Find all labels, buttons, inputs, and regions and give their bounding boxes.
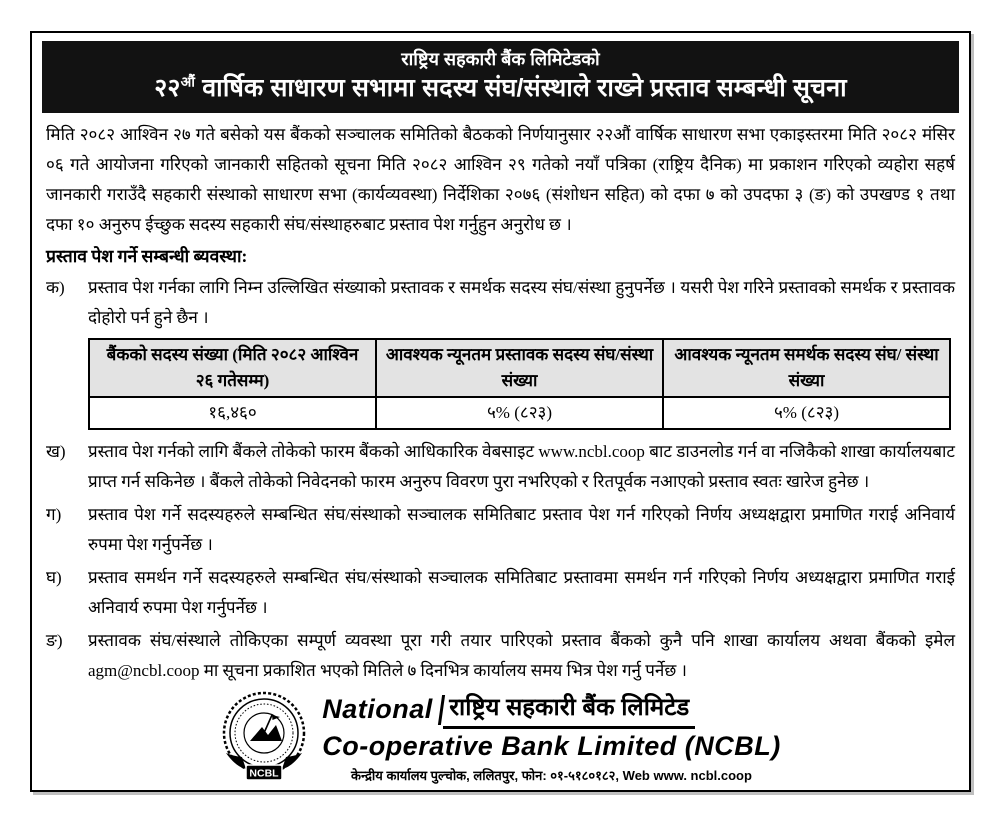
bank-name-english-first: National: [322, 694, 433, 724]
list-item-label: क): [46, 278, 65, 297]
table-header-cell: आवश्यक न्यूनतम समर्थक सदस्य संघ/ संस्था संख्या: [663, 339, 950, 397]
intro-paragraph: मिति २०८२ आश्विन २७ गते बसेको यस बैंकको सञ्चालक समितिको बैठकको निर्णयानुसार २२औं वार्षिक साधारण सभा एकाइस्तरमा मिति २०८२ मंसिर ०६ गते आयोजना गरिएको जानकारी सहितको सूचना मिति २०८२ आश्विन २९ गतेको नयाँ पत्रिका (राष्ट्रिय दैनिक) मा प्रकाशन गरिएको व्यहोरा सहर्ष जानकारी गराउँदै सहकारी संस्थाको साधारण सभा (कार्यव्यवस्था) निर्देशिका २०७६ (संशोधन सहित) को दफा ७ को उपदफा ३ (ङ) को उपखण्ड १ तथा दफा १० अनुरुप ईच्छुक सदस्य सहकारी संघ/संस्थाहरुबाट प्रस्ताव पेश गर्नुहुन अनुरोध छ ।: [46, 125, 955, 234]
ncbl-logo-icon: [220, 691, 308, 783]
list-item-text: प्रस्तावक संघ/संस्थाले तोकिएका सम्पूर्ण व्यवस्था पूरा गरी तयार पारिएको प्रस्ताव बैंकको कुनै पनि शाखा कार्यालय अथवा बैंकको इमेल agm@ncbl.coop मा सूचना प्रकाशित भएको मितिले ७ दिनभित्र कार्यालय समय भित्र पेश गर्नु पर्नेछ ।: [88, 631, 955, 680]
list-item-text: प्रस्ताव पेश गर्नका लागि निम्न उल्लिखित संख्याको प्रस्तावक र समर्थक सदस्य संघ/संस्था हुनुपर्नेछ । यसरी पेश गरिने प्रस्तावको समर्थक र प्रस्तावक दोहोरो पर्न हुने छैन ।: [88, 278, 955, 327]
bank-address-line: केन्द्रीय कार्यालय पुल्चोक, ललितपुर, फोन: ०१-५१८०१८२, Web www. ncbl.coop: [351, 768, 752, 783]
masthead-title-ordinal: औं: [180, 73, 196, 90]
masthead-subtitle: राष्ट्रिय सहकारी बैंक लिमिटेडको: [401, 49, 600, 69]
table-cell: ५% (८२३): [663, 397, 950, 429]
list-item-label: ख): [46, 442, 66, 461]
list-item-nga: [46, 626, 955, 686]
bank-name-block: [322, 690, 781, 784]
list-item-ga: [46, 500, 955, 560]
list-item-label: घ): [46, 568, 62, 587]
bank-name-english-second: Co-operative Bank Limited (NCBL): [322, 731, 781, 761]
ncbl-logo-banner-label: NCBL: [249, 767, 279, 780]
masthead-title-text: वार्षिक साधारण सभामा सदस्य संघ/संस्थाले राख्ने प्रस्ताव सम्बन्धी सूचना: [195, 74, 847, 102]
bank-name-nepali: राष्ट्रिय सहकारी बैंक लिमिटेड: [443, 690, 695, 729]
bank-footer: [46, 690, 955, 784]
list-item-kha: [46, 437, 955, 497]
masthead-banner: [42, 41, 959, 113]
bank-name-line1: [322, 690, 781, 729]
table-cell: ५% (८२३): [376, 397, 663, 429]
table-header-row: [89, 339, 950, 397]
list-item-ka: [46, 273, 955, 333]
table-row: [89, 397, 950, 429]
section-heading: प्रस्ताव पेश गर्ने सम्बन्धी ब्यवस्था:: [46, 246, 248, 266]
list-item-text: प्रस्ताव समर्थन गर्ने सदस्यहरुले सम्बन्धित संघ/संस्थाको सञ्चालक समितिबाट प्रस्तावमा समर्थन गर्न गरिएको निर्णय अध्यक्षद्वारा प्रमाणित गराई अनिवार्य रुपमा पेश गर्नुपर्नेछ ।: [88, 568, 955, 617]
member-count-table: [88, 338, 951, 430]
masthead-title-number: २२: [154, 74, 181, 102]
list-item-gha: [46, 563, 955, 623]
table-cell: १६,४६०: [89, 397, 376, 429]
list-item-label: ग): [46, 505, 62, 524]
table-header-cell: आवश्यक न्यूनतम प्रस्तावक सदस्य संघ/संस्था संख्या: [376, 339, 663, 397]
notice-document: [30, 31, 971, 792]
masthead-title: [48, 72, 953, 104]
list-item-label: ङ): [46, 631, 63, 650]
list-item-text: प्रस्ताव पेश गर्नको लागि बैंकले तोकेको फारम बैंकको आधिकारिक वेबसाइट www.ncbl.coop बाट डाउनलोड गर्न वा नजिकैको शाखा कार्यालयबाट प्राप्त गर्न सकिनेछ । बैंकले तोकेको निवेदनको फारम अनुरुप विवरण पुरा नभरिएको र रितपूर्वक नआएको प्रस्ताव स्वतः खारेज हुनेछ ।: [88, 442, 955, 491]
table-header-cell: बैंकको सदस्य संख्या (मिति २०८२ आश्विन २६ गतेसम्म): [89, 339, 376, 397]
list-item-text: प्रस्ताव पेश गर्ने सदस्यहरुले सम्बन्धित संघ/संस्थाको सञ्चालक समितिबाट प्रस्ताव पेश गर्न गरिएको निर्णय अध्यक्षद्वारा प्रमाणित गराई अनिवार्य रुपमा पेश गर्नुपर्नेछ ।: [88, 505, 955, 554]
